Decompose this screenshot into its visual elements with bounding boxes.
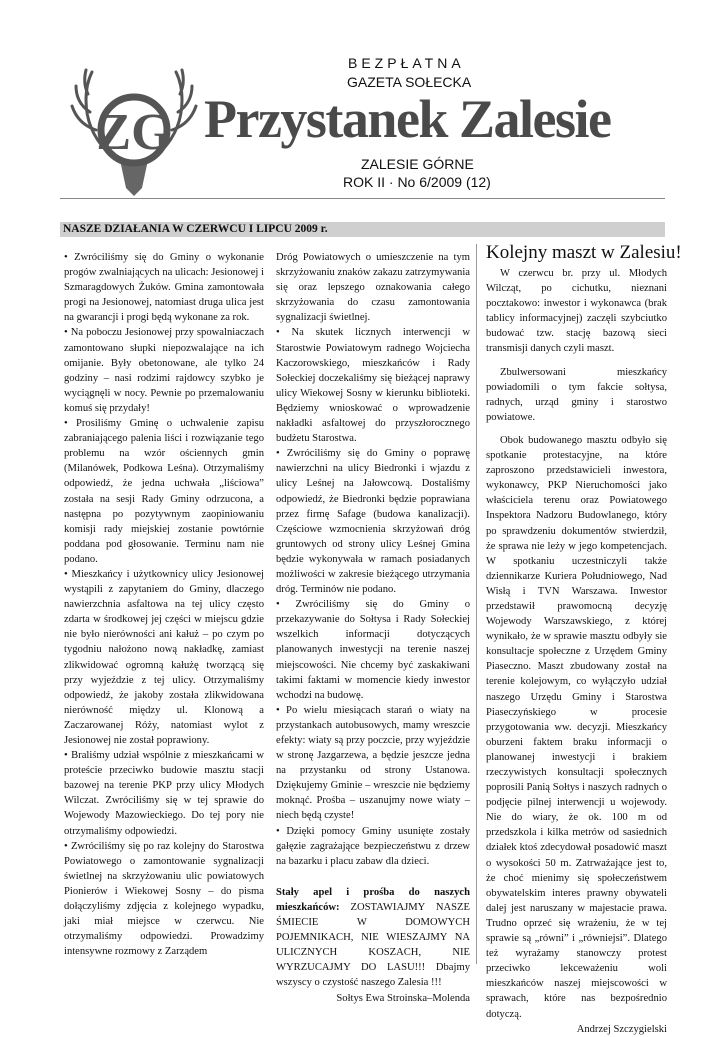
paragraph: • Dzięki pomocy Gminy usunięte zostały gałęzie zagrażające bezpieczeństwu z drzew na bazarku i placu zabaw dla dzieci. — [276, 825, 470, 867]
masthead-rule — [60, 198, 665, 199]
paragraph: • Na poboczu Jesionowej przy spowalniaczach zamontowano słupki niepozwalające na ich omijanie. Były obetonowane, ale tylko 24 godziny – nasi rodzimi rajdowcy szybko je wyciągnęli w nocy. Pewnie po przemalowaniu komuś się przydały! — [64, 327, 264, 414]
logo-monogram: ZG — [96, 104, 172, 161]
paragraph: Obok budowanego masztu odbyło się spotkanie protestacyjne, na które zaproszono przedstawicieli inwestora, wykonawcy, PKP Nieruchomości jako właściciela terenu oraz Powiatowego Inspektora Nadzoru Budowlanego, który po sprawdzeniu dokumentów stwierdził, że sprawa nie leży w jego kompetencjach. W spotkaniu uczestniczyli także dziennikarze Kuriera Południowego, Nad Wisłą i TVN Warszawa. Inwestor przedstawił prawomocną decyzję Wojewody Warszawskiego, z której wynikało, że w sprawie masztu odbyły sie konsultacje społeczne z Urzędem Gminy Piaseczno. Maszt zbudowany został na terenie kolejowym, co wyłączyło udział naszego Urzędu Gminy i Starostwa Piaseczyńskiego w procesie przygotowania ww. decyzji. Mieszkańcy oburzeni faktem braku informacji o planowanej inwestycji i brakiem rzeczywistych konsultacji społecznych poprosili Panią Sołtys i naszych radnych o podjęcie pilnej interwencji u wojewody. Nie do wiary, że ok. 100 m od przedszkola i kilka metrów od sasiednich działek ktoś zdecydował posadowić maszt o wysokości 50 m. Zatrważające jest to, że choć mienimy się społeczeństwem obywatelskim interes prawny obywateli dalej jest naruszany w majestacie prawa. Trudno oprzeć się wrażeniu, że w tej sprawie są „równi” i „równiejsi”. Dlatego też wyrażamy stanowczy protest przeciwko lekceważeniu woli mieszkańców naszej miejscowości w sprawach, które nas bezpośrednio dotyczą. — [486, 434, 667, 1020]
paragraph: • Zwróciliśmy się do Gminy o przekazywanie do Sołtysa i Rady Sołeckiej wszelkich informacji dotyczących planowanych inwestycji na terenie naszej miejscowości. Nie chcemy być zaskakiwani takimi faktami w momencie kiedy inwestor wchodzi na budowę. — [276, 599, 470, 701]
column-divider — [476, 244, 477, 964]
section-title: NASZE DZIAŁANIA W CZERWCU I LIPCU 2009 r. — [63, 223, 328, 235]
paragraph: Zbulwersowani mieszkańcy powiadomili o tym fakcie sołtysa, radnych, urząd gminy i starostwo powiatowe. — [486, 366, 667, 423]
paragraph: • Zwróciliśmy się do Gminy o poprawę nawierzchni na ulicy Biedronki i wjazdu z ulicy Leśnej na Jałowcową. Dostaliśmy odpowiedź, że Biedronki będzie poprawiana przez firmę Safage (budowa kanalizacji). Częściowe wzmocnienia skrzyżowań dróg gruntowych od strony ulicy Leśnej Gmina będzie wykonywała w ramach posiadanych możliwości w zakresie bieżącego utrzymania dróg. Terminów nie podano. — [276, 448, 470, 596]
column-2 — [276, 250, 470, 1006]
signature: Sołtys Ewa Stroinska–Molenda — [336, 992, 470, 1004]
gazette-label: GAZETA SOŁECKA — [347, 74, 472, 90]
logo-emblem — [64, 60, 204, 200]
paragraph: • Po wielu miesiącach starań o wiaty na przystankach autobusowych, mamy wreszcie efekty: wiaty są przy poczcie, przy wyjeździe w stronę Jazgarzewa, a będzie jeszcze jedna na przystanku od strony Ustanowa. Dziękujemy Gminie – wreszcie nie będziemy moknąć. Prośba – uszanujmy nowe wiaty – niech będą czyste! — [276, 704, 470, 822]
paragraph: • Zwróciliśmy się po raz kolejny do Starostwa Powiatowego o zamontowanie sygnalizacji świetlnej na skrzyżowaniu ulic powiatowych Pionierów i Wiekowej Sosny – do pisma dołączyliśmy zdjęcia z kolejnego wypadku, jaki miał miejsce w czerwcu. Nie otrzymaliśmy odpowiedzi. Prowadzimy intensywne rozmowy z Zarządem — [64, 840, 264, 958]
appeal-lead: Stały apel i prośba do naszych mieszkańców: — [276, 886, 470, 913]
article-headline: Kolejny maszt w Zalesiu! — [486, 242, 682, 263]
column-1 — [64, 250, 264, 959]
paragraph: • Braliśmy udział wspólnie z mieszkańcami w proteście przeciwko budowie masztu stacji bazowej na terenie PKP przy ulicy Młodych Wilczat. Zwróciliśmy się w tej sprawie do Wojewody Mazowieckiego. Do tej pory nie otrzymaliśmy odpowiedzi. — [64, 750, 264, 837]
appeal-text: ZOSTAWIAJMY NASZE ŚMIECIE W DOMOWYCH POJEMNIKACH, NIE WIESZAJMY NA ULICZNYCH KOSZACH, NIE WYRZUCAJMY DO LASU!!! Dbajmy wszyscy o czystość naszego Zalesia !!! — [276, 901, 470, 989]
column-3 — [486, 242, 682, 1037]
issue-label: ROK II · No 6/2009 (12) — [343, 174, 491, 190]
paragraph: W czerwcu br. przy ul. Młodych Wilcząt, po cichutku, nieznani pocztakowo: inwestor i wykonawca (brak tablicy informacyjnej) zaczęli szybciutko budować tzw. stację bazową sieci transmisji danych czyli maszt. — [486, 268, 667, 355]
paragraph: Dróg Powiatowych o umieszczenie na tym skrzyżowaniu znaków zakazu zatrzymywania się oraz lepszego oznakowania całego skrzyżowania do czasu zamontowania sygnalizacji świetlnej. — [276, 252, 470, 324]
free-label: BEZPŁATNA — [348, 55, 465, 71]
newspaper-title: Przystanek Zalesie — [204, 89, 611, 149]
paragraph: • Na skutek licznych interwencji w Starostwie Powiatowym radnego Wojciecha Kaczorowskiego, mieszkańców i Rady Sołeckiej doczekaliśmy się bieżącej naprawy ulicy Wiekowej Sosny w kierunku biblioteki. Będziemy wnioskować o wprowadzenie nakładki asfaltowej do przyszłorocznego budżetu Starostwa. — [276, 327, 470, 445]
signature: Andrzej Szczygielski — [576, 1023, 667, 1035]
place-label: ZALESIE GÓRNE — [361, 156, 474, 172]
paragraph: • Prosiliśmy Gminę o uchwalenie zapisu zabraniającego palenia liści i rozwiązanie tego problemu na wzór ościennych gmin (Milanówek, Podkowa Leśna). Otrzymaliśmy odpowiedź, że jedna uchwała „liściowa” została na sesji Rady Gminy odrzucona, a następna po pozytywnym zaopiniowaniu komisji rady miejskiej zostanie powtórnie poddana pod głosowanie. Terminu nam nie podano. — [64, 418, 264, 565]
paragraph: • Mieszkańcy i użytkownicy ulicy Jesionowej wystąpili z zapytaniem do Gminy, dlaczego nawierzchnia asfaltowa na tej ulicy często zdarta w środkowej jej części w miejscu gdzie nie było nierówności ani kałuż – po czym po tygodniu nałożono nową nakładkę, zamiast zlikwidować ogromną kałużę tworzącą się przy wyjeździe z tej ulicy. Otrzymaliśmy odpowiedź, że jakoby została zlikwidowana nierówność między ul. Klonową a Zaczarowanej Róży, natomiast wylot z Jesionowej nie został poprawiony. — [64, 568, 264, 746]
paragraph: • Zwróciliśmy się do Gminy o wykonanie progów zwalniających na ulicach: Jesionowej i Szmaragdowych Żuków. Gmina zamontowała progi na Jesionowej, natomiast druga ulica jest na gwarancji i progi będą wykonane za rok. — [64, 252, 264, 324]
appeal-paragraph — [276, 885, 470, 991]
